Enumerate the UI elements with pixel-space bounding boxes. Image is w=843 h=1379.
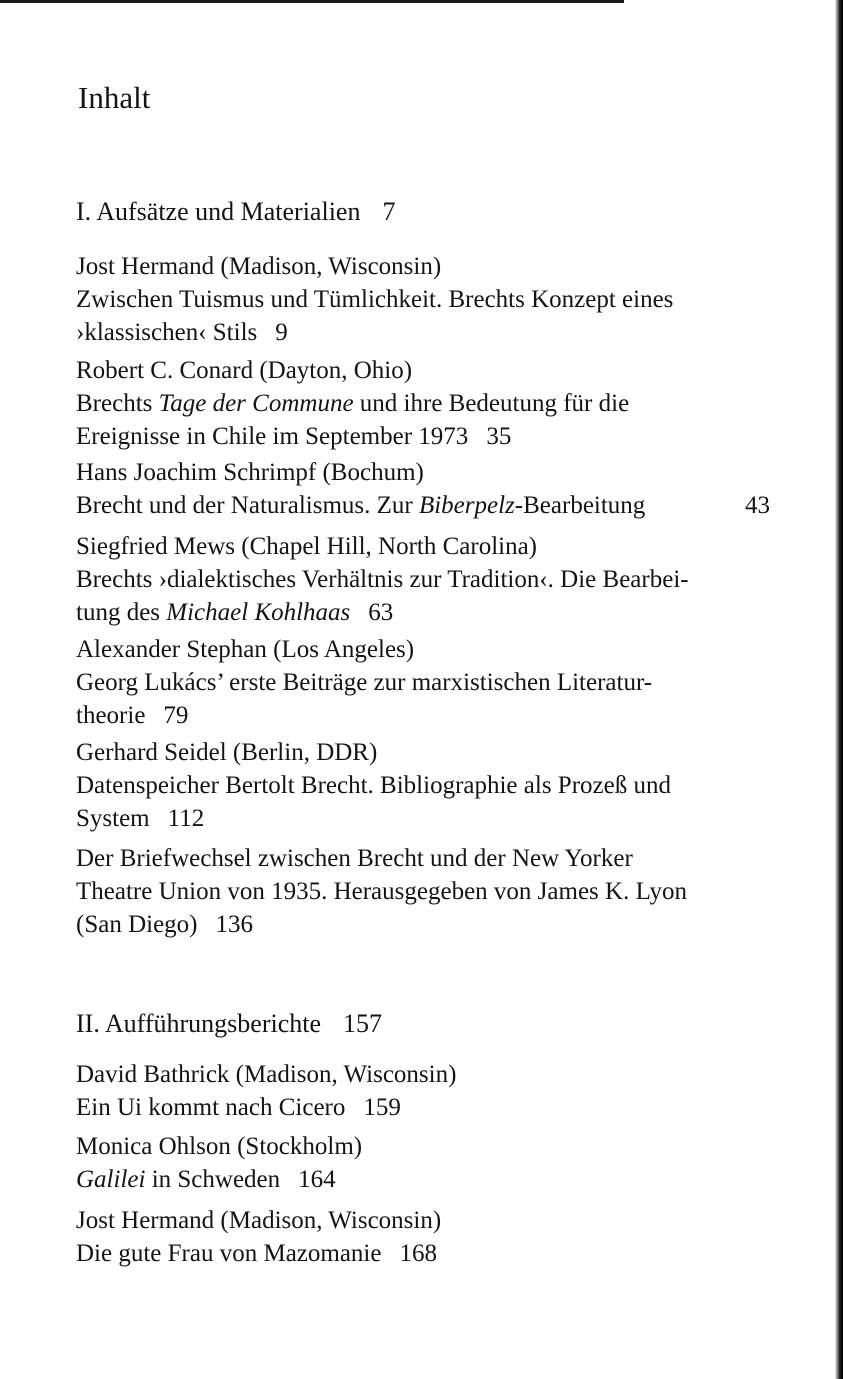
entry-title-line [76, 420, 770, 453]
entry-title-line [76, 1237, 770, 1270]
entry-title-line: Georg Lukács’ erste Beiträge zur marxistischen Literatur- [76, 669, 653, 696]
entry-title-text: ›klassischen‹ Stils [76, 319, 258, 346]
entry-title-line: Brechts ›dialektisches Verhältnis zur Tradition‹. Die Bearbei- [76, 566, 689, 593]
toc-entry [76, 1204, 770, 1270]
entry-title-line [76, 908, 770, 941]
entry-page-number: 43 [745, 492, 770, 519]
section-page-number: 157 [343, 1009, 383, 1038]
entry-title-italic: Michael Kohlhaas [166, 599, 351, 626]
entry-title-text: und ihre Bedeutung für die [353, 390, 630, 417]
entry-title-text: (San Diego) [76, 911, 198, 938]
toc-entry [76, 1058, 770, 1124]
entry-title-line [76, 802, 770, 835]
entry-title-italic: Biberpelz [418, 492, 515, 519]
section-heading-text: I. Aufsätze und Materialien [76, 197, 361, 226]
entry-title-line: Der Briefwechsel zwischen Brecht und der New Yorker [76, 845, 633, 872]
entry-page-number: 35 [486, 423, 512, 450]
toc-entry [76, 530, 770, 629]
entry-title-line [76, 387, 770, 420]
toc-entry [76, 1130, 770, 1196]
toc-entry [76, 250, 770, 349]
entry-title-text: Ein Ui kommt nach Cicero [76, 1094, 346, 1121]
entry-title-text: Die gute Frau von Mazomanie [76, 1240, 382, 1267]
entry-title-line: Datenspeicher Bertolt Brecht. Bibliographie als Prozeß und [76, 772, 671, 799]
entry-page-number: 79 [163, 702, 189, 729]
entry-title-line [76, 699, 770, 732]
entry-title-text: System [76, 805, 150, 832]
entry-page-number: 112 [167, 805, 205, 832]
entry-title-text: tung des [76, 599, 167, 626]
entry-author: Hans Joachim Schrimpf (Bochum) [76, 459, 424, 486]
toc-entry [76, 456, 770, 522]
entry-title-line: Zwischen Tuismus und Tümlichkeit. Brechts Konzept eines [76, 286, 674, 313]
toc-entry [76, 354, 770, 453]
entry-title-text: theorie [76, 702, 146, 729]
entry-title-line [76, 316, 770, 349]
entry-title-italic: Tage der Commune [158, 390, 354, 417]
entry-title-text: Ereignisse in Chile im September 1973 [76, 423, 469, 450]
entry-page-number: 136 [215, 911, 253, 938]
entry-author: Monica Ohlson (Stockholm) [76, 1133, 363, 1160]
toc-entry [76, 842, 770, 941]
toc-entry [76, 736, 770, 835]
entry-author: Jost Hermand (Madison, Wisconsin) [76, 1207, 442, 1234]
entry-page-number: 63 [368, 599, 394, 626]
entry-title-text: in Schweden [145, 1166, 281, 1193]
section-page-number: 7 [382, 197, 396, 226]
entry-title-text: -Bearbeitung [514, 492, 646, 519]
entry-title-line [76, 1163, 770, 1196]
entry-title-text: Brechts [76, 390, 159, 417]
entry-author: Gerhard Seidel (Berlin, DDR) [76, 739, 378, 766]
toc-entry [76, 633, 770, 732]
entry-author: Jost Hermand (Madison, Wisconsin) [76, 253, 442, 280]
entry-author: Robert C. Conard (Dayton, Ohio) [76, 357, 413, 384]
entry-page-number: 164 [298, 1166, 336, 1193]
entry-page-number: 168 [399, 1240, 437, 1267]
entry-title-text: Brecht und der Naturalismus. Zur [76, 492, 419, 519]
entry-title-line [76, 489, 770, 522]
entry-page-number: 9 [275, 319, 288, 346]
entry-page-number: 159 [363, 1094, 401, 1121]
page-title: Inhalt [78, 80, 151, 115]
entry-author: David Bathrick (Madison, Wisconsin) [76, 1061, 457, 1088]
entry-title-line: Theatre Union von 1935. Herausgegeben von James K. Lyon [76, 878, 687, 905]
entry-title-line [76, 1091, 770, 1124]
entry-author: Alexander Stephan (Los Angeles) [76, 636, 415, 663]
entry-author: Siegfried Mews (Chapel Hill, North Carolina) [76, 533, 538, 560]
entry-title-italic: Galilei [76, 1166, 146, 1193]
top-rule [0, 0, 624, 3]
page-edge-shadow [835, 0, 843, 1379]
section-heading-2 [76, 1008, 382, 1040]
entry-title-line [76, 596, 770, 629]
section-heading-text: II. Aufführungsberichte [76, 1009, 322, 1038]
section-heading-1 [76, 196, 395, 228]
